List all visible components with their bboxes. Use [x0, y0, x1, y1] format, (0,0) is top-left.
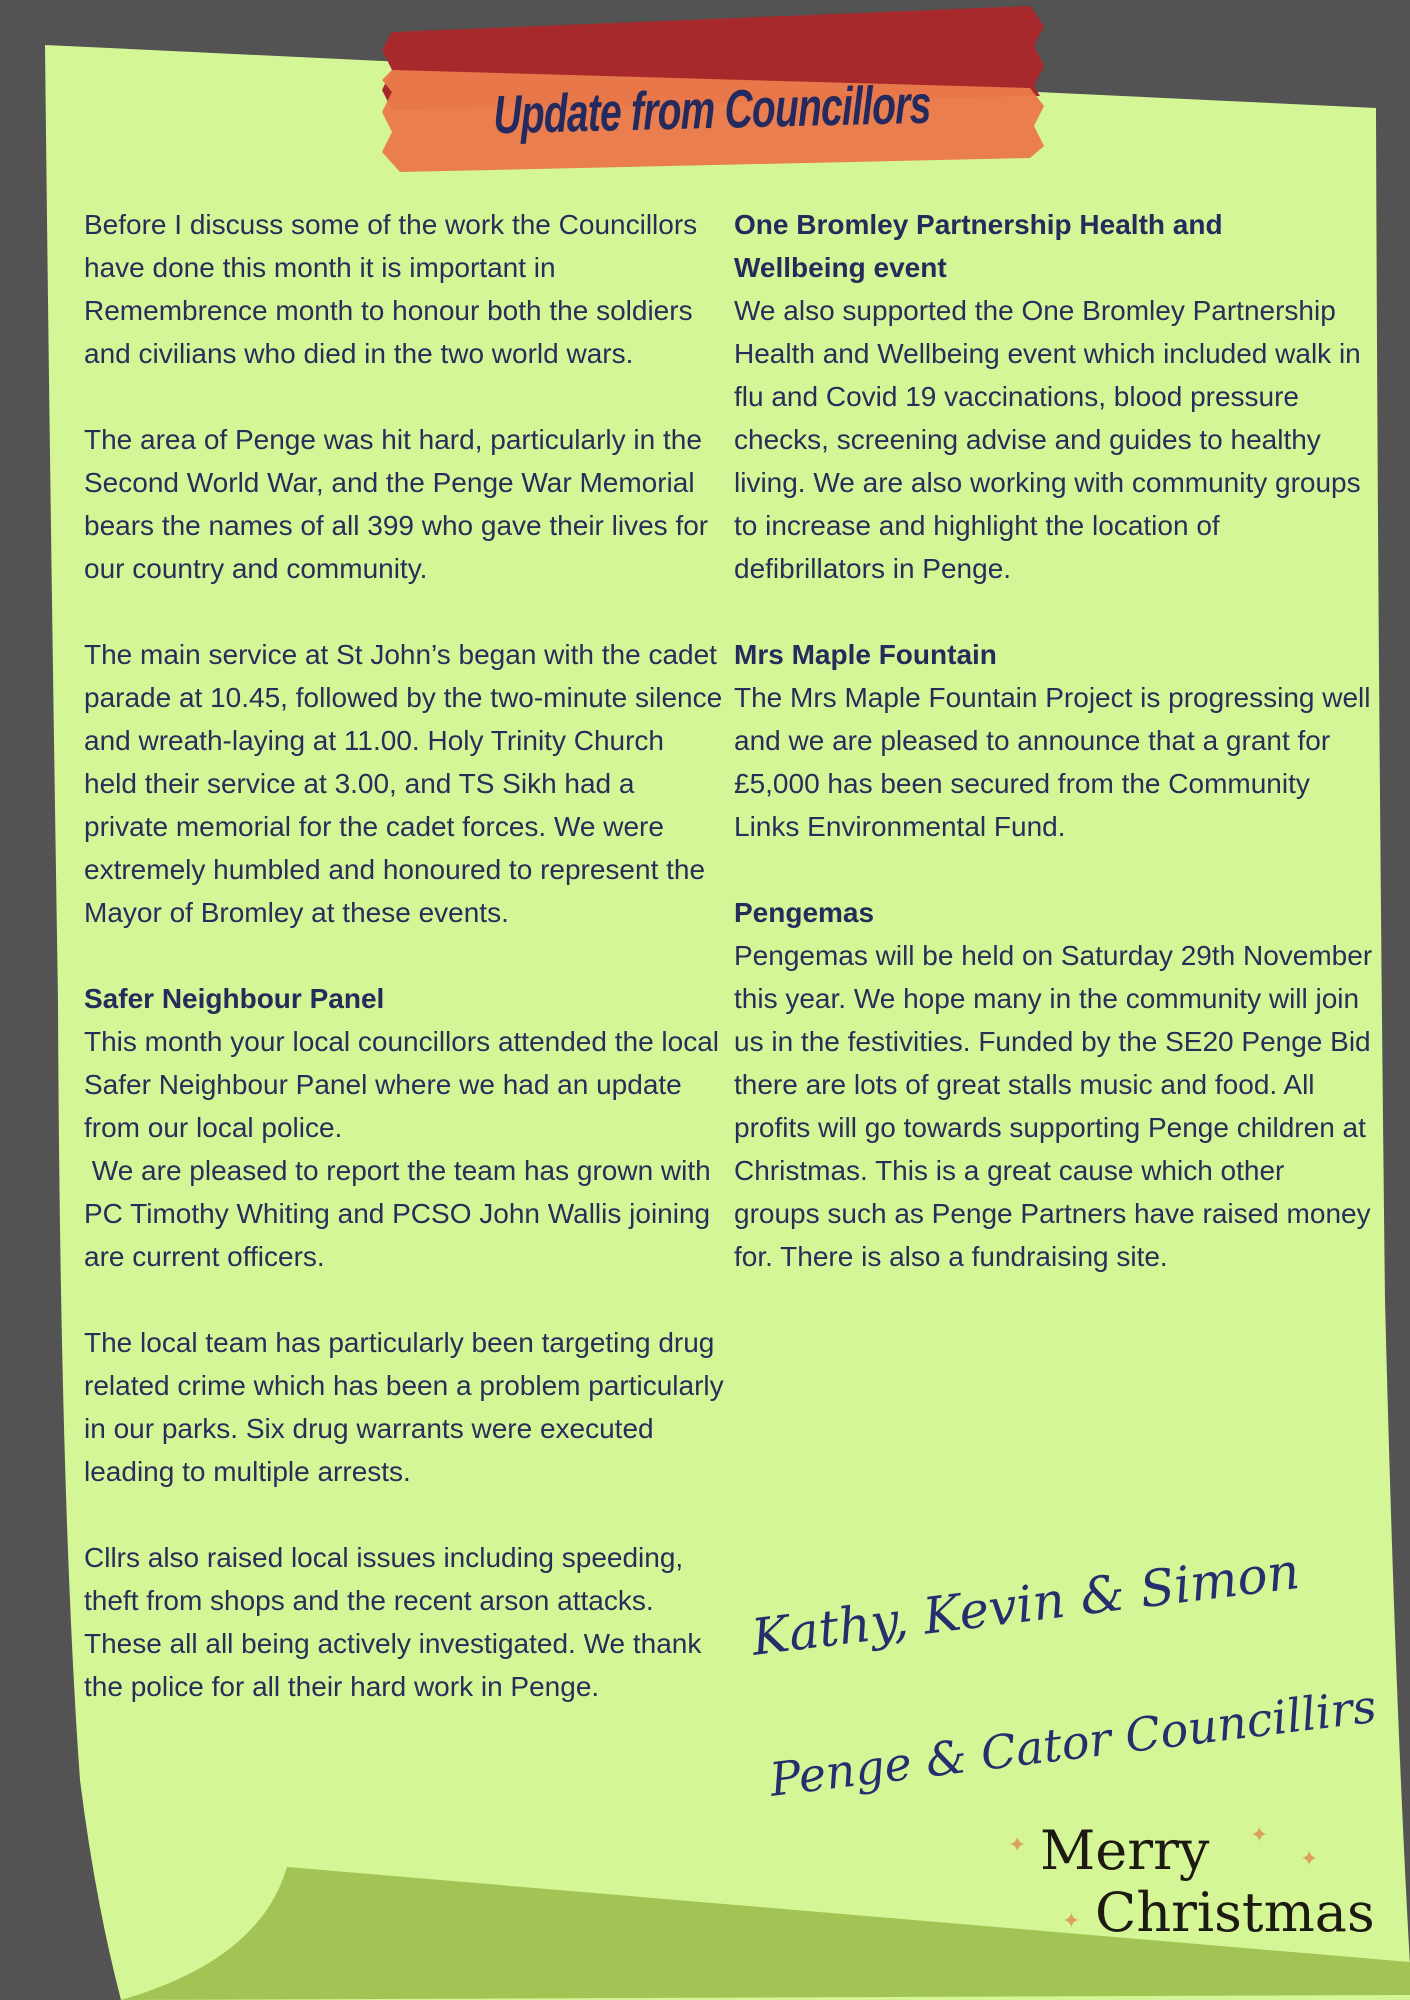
- merry-christmas-logo: [1000, 1820, 1400, 1950]
- greeting-line2: Christmas: [1095, 1881, 1375, 1944]
- sparkle-icon: ✦: [1300, 1847, 1319, 1872]
- section-heading: One Bromley Partnership Health and Wellbeing event: [734, 209, 1223, 283]
- paragraph: Cllrs also raised local issues including speeding, theft from shops and the recent arson attacks. These all all being actively investigated. We thank the police for all their hard work in Penge.: [84, 1542, 702, 1702]
- signature-title: Penge & Cator Councillirs: [766, 1678, 1380, 1807]
- section-heading: Mrs Maple Fountain: [734, 639, 997, 670]
- paragraph: Pengemas will be held on Saturday 29th November this year. We hope many in the community will join us in the festivities. Funded by the SE20 Penge Bid there are lots of great stalls music and food. All profits will go towards supporting Penge children at Christmas. This is a great cause which other groups such as Penge Partners have raised money for. There is also a fundraising site.: [734, 940, 1373, 1272]
- section-heading: Pengemas: [734, 897, 875, 928]
- paragraph: The main service at St John’s began with the cadet parade at 10.45, followed by the two-minute silence and wreath-laying at 11.00. Holy Trinity Church held their service at 3.00, and TS Sikh had a private memorial for the cadet forces. We were extremely humbled and honoured to represent the Mayor of Bromley at these events.: [84, 639, 723, 928]
- sparkle-icon: ✦: [1008, 1833, 1027, 1858]
- sparkle-icon: ✦: [1062, 1909, 1081, 1934]
- paragraph: The local team has particularly been targeting drug related crime which has been a problem particularly in our parks. Six drug warrants were executed leading to multiple arrests.: [84, 1327, 724, 1487]
- left-column: [84, 203, 724, 1751]
- section-heading: Safer Neighbour Panel: [84, 983, 385, 1014]
- paragraph: The Mrs Maple Fountain Project is progressing well and we are pleased to announce that a grant for £5,000 has been secured from the Community Links Environmental Fund.: [734, 682, 1371, 842]
- signature-names: Kathy, Kevin & Simon: [748, 1542, 1303, 1667]
- paragraph: The area of Penge was hit hard, particularly in the Second World War, and the Penge War Memorial bears the names of all 399 who gave their lives for our country and community.: [84, 424, 709, 584]
- paragraph: This month your local councillors attended the local Safer Neighbour Panel where we had an update from our local police.: [84, 1026, 720, 1143]
- right-column: [734, 203, 1374, 1321]
- sparkle-icon: ✦: [1250, 1823, 1269, 1848]
- greeting-line1: Merry: [1040, 1819, 1210, 1882]
- paragraph: Before I discuss some of the work the Councillors have done this month it is important in Remembrence month to honour both the soldiers and civilians who died in the two world wars.: [84, 209, 698, 369]
- paragraph: We also supported the One Bromley Partnership Health and Wellbeing event which included walk in flu and Covid 19 vaccinations, blood pressure checks, screening advise and guides to healthy living. We are also working with community groups to increase and highlight the location of defibrillators in Penge.: [734, 295, 1361, 584]
- page-title: Update from Councillors: [493, 74, 931, 146]
- paragraph: We are pleased to report the team has grown with PC Timothy Whiting and PCSO John Wallis joining are current officers.: [84, 1155, 719, 1272]
